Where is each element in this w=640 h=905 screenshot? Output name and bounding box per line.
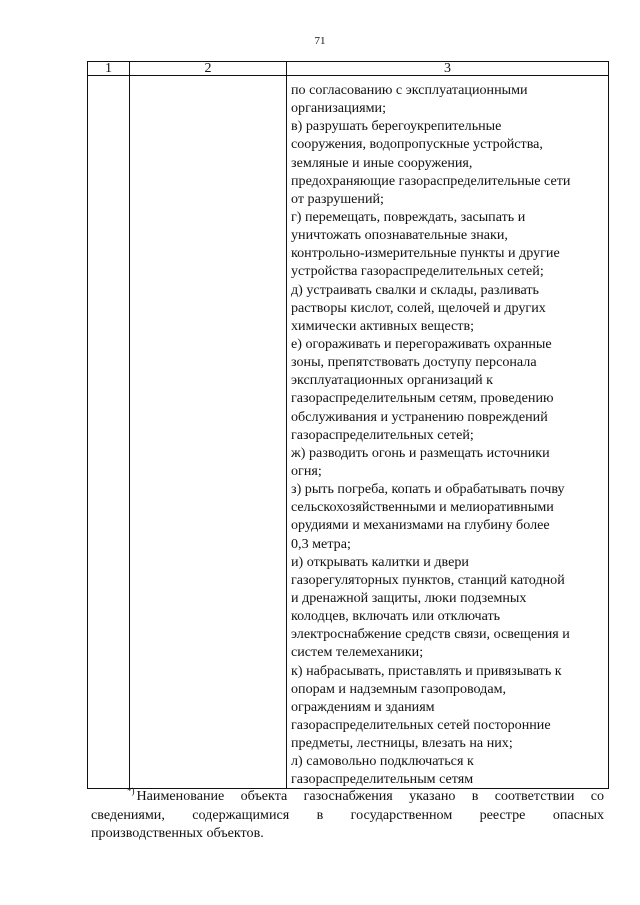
column-header-1: 1: [88, 62, 130, 76]
text-line: предметы, лестницы, влезать на них;: [291, 735, 513, 752]
text-line: растворы кислот, солей, щелочей и других: [291, 299, 546, 316]
text-line: по согласованию с эксплуатационными: [291, 82, 528, 98]
text-line: колодцев, включать или отключать: [291, 608, 501, 625]
page-number: 71: [314, 35, 326, 47]
text-line: систем телемеханики;: [291, 644, 424, 661]
footnote-line: [91, 787, 604, 806]
text-line: предохраняющие газораспределительные сети: [291, 172, 571, 189]
footnote-line-text: Наименование объекта газоснабжения указано в соответствии со: [136, 788, 604, 804]
text-line: организациями;: [291, 100, 386, 117]
footnote-marker: *): [127, 786, 135, 797]
text-line: и) открывать калитки и двери: [291, 553, 469, 570]
text-line: газораспределительным сетям: [291, 771, 474, 788]
footnote: [91, 787, 604, 843]
footnote-line: сведениями, содержащимися в государственном реестре опасных: [91, 806, 604, 823]
text-line: устройства газораспределительных сетей;: [291, 263, 544, 280]
column-header-2: 2: [130, 62, 287, 76]
table-cell-col3: [287, 76, 609, 789]
text-line: уничтожать опознавательные знаки,: [291, 227, 508, 244]
text-line: газорегуляторных пунктов, станций катодной: [291, 571, 565, 588]
text-line: опорам и надземным газопроводам,: [291, 680, 507, 697]
text-line: огня;: [291, 462, 322, 479]
footnote-line: производственных объектов.: [91, 825, 264, 842]
text-line: контрольно-измерительные пункты и другие: [291, 245, 560, 262]
text-line: и дренажной защиты, люки подземных: [291, 589, 527, 606]
text-line: электроснабжение средств связи, освещения и: [291, 626, 570, 643]
text-line: сооружения, водопропускные устройства,: [291, 136, 543, 153]
text-line: обслуживания и устранению повреждений: [291, 408, 548, 425]
text-line: к) набрасывать, приставлять и привязывать к: [291, 662, 562, 679]
table-cell-col2: [130, 76, 287, 789]
requirements-table: [87, 61, 609, 789]
text-line: газораспределительным сетям, проведению: [291, 390, 554, 407]
text-line: д) устраивать свалки и склады, разливать: [291, 281, 539, 298]
text-line: з) рыть погреба, копать и обрабатывать почву: [291, 481, 565, 498]
text-line: зоны, препятствовать доступу персонала: [291, 354, 537, 371]
text-line: эксплуатационных организаций к: [291, 372, 494, 389]
text-line: ж) разводить огонь и размещать источники: [291, 444, 550, 461]
text-line: газораспределительных сетей посторонние: [291, 716, 551, 733]
text-line: ограждениям и зданиям: [291, 698, 435, 715]
text-line: газораспределительных сетей;: [291, 426, 474, 443]
text-line: орудиями и механизмами на глубину более: [291, 517, 550, 534]
table-cell-col1: [88, 76, 130, 789]
text-line: сельскохозяйственными и мелиоративными: [291, 499, 554, 516]
text-line: е) огораживать и перегораживать охранные: [291, 335, 552, 352]
column-header-3: 3: [287, 62, 609, 76]
table-header-row: [88, 62, 609, 76]
text-line: химически активных веществ;: [291, 317, 475, 334]
restrictions-text: [287, 76, 608, 788]
text-line: в) разрушать берегоукрепительные: [291, 118, 502, 135]
text-line: г) перемещать, повреждать, засыпать и: [291, 208, 526, 225]
text-line: земляные и иные сооружения,: [291, 154, 473, 171]
table-row: [88, 76, 609, 789]
text-line: л) самовольно подключаться к: [291, 753, 474, 770]
text-line: 0,3 метра;: [291, 535, 351, 552]
text-line: от разрушений;: [291, 190, 384, 207]
